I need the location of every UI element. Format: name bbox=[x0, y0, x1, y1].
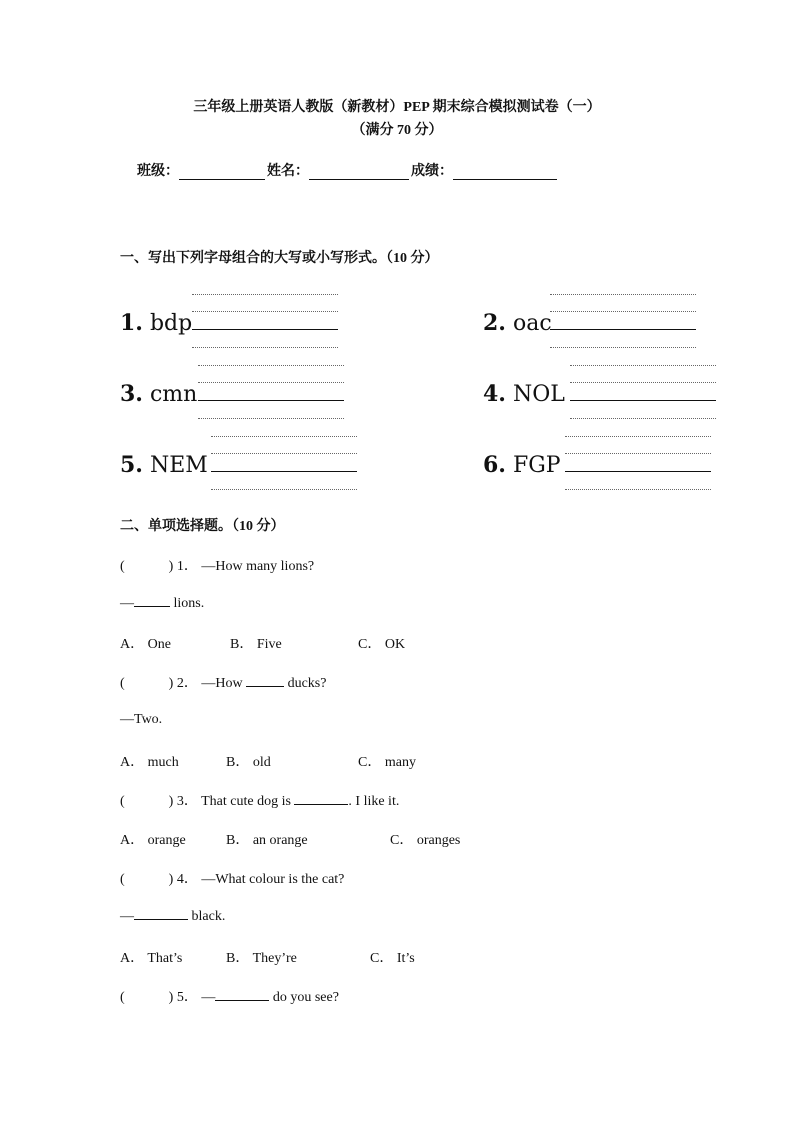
page-subtitle: （满分 70 分） bbox=[351, 123, 443, 138]
fill-blank[interactable] bbox=[134, 907, 188, 920]
question-3-options bbox=[120, 829, 460, 849]
section2-heading: 二、单项选择题。（10 分） bbox=[120, 519, 285, 534]
item-number: 3. bbox=[120, 381, 143, 407]
question-4-answer: — black. bbox=[120, 909, 226, 924]
name-label: 姓名： bbox=[267, 164, 309, 179]
option-c[interactable]: C． It’s bbox=[370, 951, 415, 966]
writing-lines[interactable] bbox=[192, 294, 338, 348]
option-a[interactable]: A． That’s bbox=[120, 951, 183, 966]
question-2-stem: ( ) 2． —How ducks? bbox=[120, 676, 327, 691]
question-3-stem: ( ) 3． That cute dog is . I like it. bbox=[120, 794, 400, 809]
name-field[interactable] bbox=[309, 165, 409, 180]
option-c[interactable]: C． oranges bbox=[390, 833, 461, 848]
question-4-options bbox=[120, 947, 415, 967]
fill-blank[interactable] bbox=[246, 674, 284, 687]
fill-blank[interactable] bbox=[294, 792, 348, 805]
question-1-answer: — lions. bbox=[120, 596, 205, 611]
option-b[interactable]: B． Five bbox=[230, 637, 282, 652]
letter-combo: FGP bbox=[512, 453, 561, 478]
question-1-stem: ( ) 1． —How many lions? bbox=[120, 559, 315, 574]
fill-blank[interactable] bbox=[215, 988, 269, 1001]
option-b[interactable]: B． an orange bbox=[226, 833, 308, 848]
item-number: 2. bbox=[483, 310, 506, 336]
question-2-answer: —Two. bbox=[120, 712, 163, 727]
section1-heading: 一、写出下列字母组合的大写或小写形式。（10 分） bbox=[120, 251, 439, 266]
option-b[interactable]: B． old bbox=[226, 755, 271, 770]
score-field[interactable] bbox=[453, 165, 557, 180]
item-number: 1. bbox=[120, 310, 143, 336]
student-info-line bbox=[137, 160, 559, 180]
letter-item-5 bbox=[120, 432, 350, 494]
letter-combo: NOL bbox=[512, 382, 565, 407]
score-label: 成绩： bbox=[411, 164, 453, 179]
item-number: 6. bbox=[483, 452, 506, 478]
option-a[interactable]: A． orange bbox=[120, 833, 186, 848]
letter-item-3 bbox=[120, 361, 350, 423]
question-1-options bbox=[120, 633, 405, 653]
option-c[interactable]: C． many bbox=[358, 755, 416, 770]
letter-item-2 bbox=[483, 290, 713, 352]
class-label: 班级： bbox=[137, 164, 179, 179]
letter-combo: bdp bbox=[149, 311, 193, 336]
writing-lines[interactable] bbox=[211, 436, 357, 490]
letter-item-6 bbox=[483, 432, 713, 494]
item-number: 5. bbox=[120, 452, 143, 478]
letter-item-4 bbox=[483, 361, 713, 423]
letter-combo: cmn bbox=[149, 382, 198, 407]
item-number: 4. bbox=[483, 381, 506, 407]
question-5-stem: ( ) 5． — do you see? bbox=[120, 990, 339, 1005]
letter-item-1 bbox=[120, 290, 350, 352]
page-title: 三年级上册英语人教版（新教材）PEP 期末综合模拟测试卷（一） bbox=[193, 100, 601, 115]
writing-lines[interactable] bbox=[198, 365, 344, 419]
question-2-options bbox=[120, 751, 416, 771]
letter-combo: oac bbox=[512, 311, 552, 336]
question-4-stem: ( ) 4． —What colour is the cat? bbox=[120, 872, 345, 887]
option-b[interactable]: B． They’re bbox=[226, 951, 297, 966]
writing-lines[interactable] bbox=[550, 294, 696, 348]
option-a[interactable]: A． much bbox=[120, 755, 179, 770]
option-a[interactable]: A． One bbox=[120, 637, 171, 652]
writing-lines[interactable] bbox=[570, 365, 716, 419]
option-c[interactable]: C． OK bbox=[358, 637, 406, 652]
writing-lines[interactable] bbox=[565, 436, 711, 490]
fill-blank[interactable] bbox=[134, 594, 170, 607]
class-field[interactable] bbox=[179, 165, 265, 180]
letter-combo: NEM bbox=[149, 453, 208, 478]
